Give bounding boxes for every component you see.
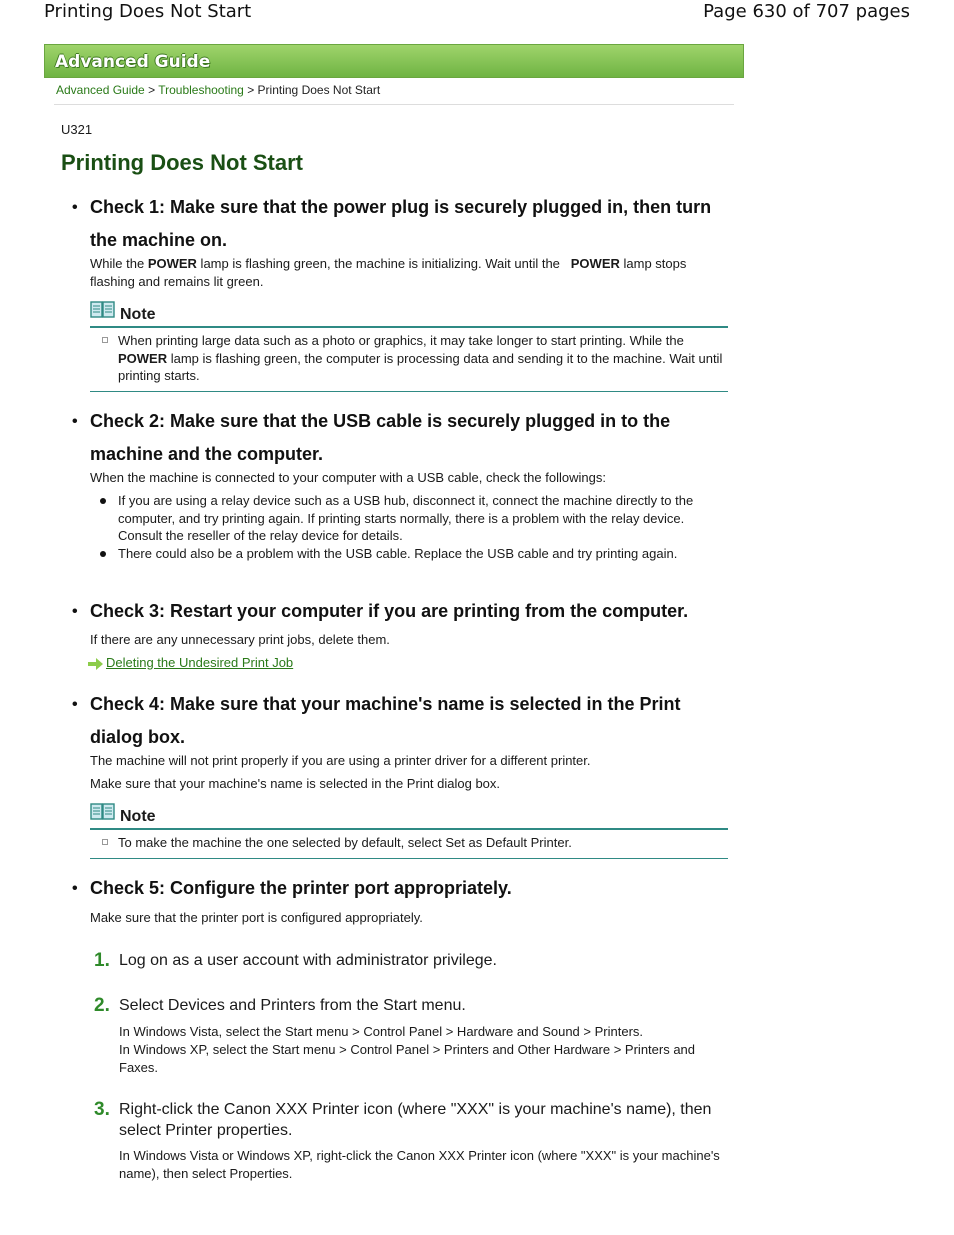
advanced-guide-banner: [44, 44, 744, 78]
check-1-heading: • Check 1: Make sure that the power plug is securely plugged in, then turn the machine on.: [72, 191, 712, 257]
arrow-right-icon: [88, 658, 104, 670]
step-number: 2.: [94, 995, 110, 1016]
step-2-detail-xp: In Windows XP, select the Start menu > Control Panel > Printers and Other Hardware > Printers and Faxes.: [119, 1042, 696, 1075]
square-bullet-icon: [102, 337, 108, 343]
check-5-text: Make sure that the printer port is configured appropriately.: [90, 910, 423, 925]
square-bullet-icon: [102, 839, 108, 845]
step-text: Right-click the Canon XXX Printer icon (where "XXX" is your machine's name), then select Printer properties.: [119, 1101, 712, 1139]
step-text: Select Devices and Printers from the Start menu.: [119, 997, 466, 1014]
bullet-icon: •: [72, 880, 78, 897]
note-header: [90, 304, 728, 328]
check-3-text: If there are any unnecessary print jobs, delete them.: [90, 632, 390, 647]
check-4-heading: • Check 4: Make sure that your machine's name is selected in the Print dialog box.: [72, 688, 712, 754]
note-text: When printing large data such as a photo or graphics, it may take longer to start printing. While the POWER lamp is flashing green, the computer is processing data and sending it to the machine. Wait until printing starts.: [90, 328, 728, 392]
list-item: There could also be a problem with the USB cable. Replace the USB cable and try printing again.: [100, 545, 720, 563]
bullet-icon: •: [72, 696, 78, 713]
note-label: Note: [120, 808, 156, 825]
bullet-icon: •: [72, 413, 78, 430]
page-counter: Page 630 of 707 pages: [703, 1, 910, 22]
breadcrumb-current: Printing Does Not Start: [257, 83, 381, 97]
step-2-detail-vista: In Windows Vista, select the Start menu > Control Panel > Hardware and Sound > Printers.: [119, 1024, 644, 1039]
breadcrumb-troubleshooting[interactable]: Troubleshooting: [158, 83, 244, 97]
note-header: [90, 806, 728, 830]
book-icon: [90, 802, 116, 822]
check-3-heading: • Check 3: Restart your computer if you are printing from the computer.: [72, 595, 712, 628]
bullet-icon: [100, 551, 106, 557]
check-1-text: While the POWER lamp is flashing green, the machine is initializing. Wait until the POWER lamp stops flashing and remains lit green.: [90, 256, 687, 289]
bullet-icon: •: [72, 199, 78, 216]
power-label: POWER: [118, 350, 168, 366]
breadcrumb: [56, 83, 380, 97]
step-number: 1.: [94, 950, 110, 971]
page-title: Printing Does Not Start: [61, 150, 304, 175]
page-header: [0, 0, 954, 28]
topic-code: U321: [61, 122, 93, 137]
check-4-text-1: The machine will not print properly if you are using a printer driver for a different printer.: [90, 753, 591, 768]
bullet-icon: •: [72, 603, 78, 620]
book-icon: [90, 300, 116, 320]
divider: [54, 104, 734, 105]
deleting-print-job-link[interactable]: Deleting the Undesired Print Job: [88, 655, 293, 670]
check-2-list: [100, 492, 720, 562]
breadcrumb-separator: >: [247, 83, 255, 97]
step-text: Log on as a user account with administrator privilege.: [119, 952, 497, 969]
check-2-text: When the machine is connected to your computer with a USB cable, check the followings:: [90, 470, 606, 485]
bullet-icon: [100, 498, 106, 504]
note-box: [90, 304, 728, 392]
power-label: POWER: [570, 256, 620, 271]
power-label: POWER: [147, 256, 197, 271]
banner-label: Advanced Guide: [55, 52, 211, 72]
step-number: 3.: [94, 1099, 110, 1120]
note-text: To make the machine the one selected by default, select Set as Default Printer.: [90, 830, 728, 859]
header-title: Printing Does Not Start: [44, 1, 252, 22]
list-item: If you are using a relay device such as a USB hub, disconnect it, connect the machine directly to the computer, and try printing again. If printing starts normally, there is a problem with the relay device. Consult the reseller of the relay device for details.: [100, 492, 720, 545]
breadcrumb-separator: >: [148, 83, 156, 97]
check-4-text-2: Make sure that your machine's name is selected in the Print dialog box.: [90, 776, 501, 791]
check-2-heading: • Check 2: Make sure that the USB cable is securely plugged in to the machine and the computer.: [72, 405, 712, 471]
note-label: Note: [120, 306, 156, 323]
breadcrumb-advanced-guide[interactable]: Advanced Guide: [56, 83, 145, 97]
step-3-detail: In Windows Vista or Windows XP, right-click the Canon XXX Printer icon (where "XXX" is your machine's name), then select Properties.: [119, 1148, 720, 1181]
note-box: [90, 806, 728, 859]
check-5-heading: • Check 5: Configure the printer port appropriately.: [72, 872, 712, 905]
